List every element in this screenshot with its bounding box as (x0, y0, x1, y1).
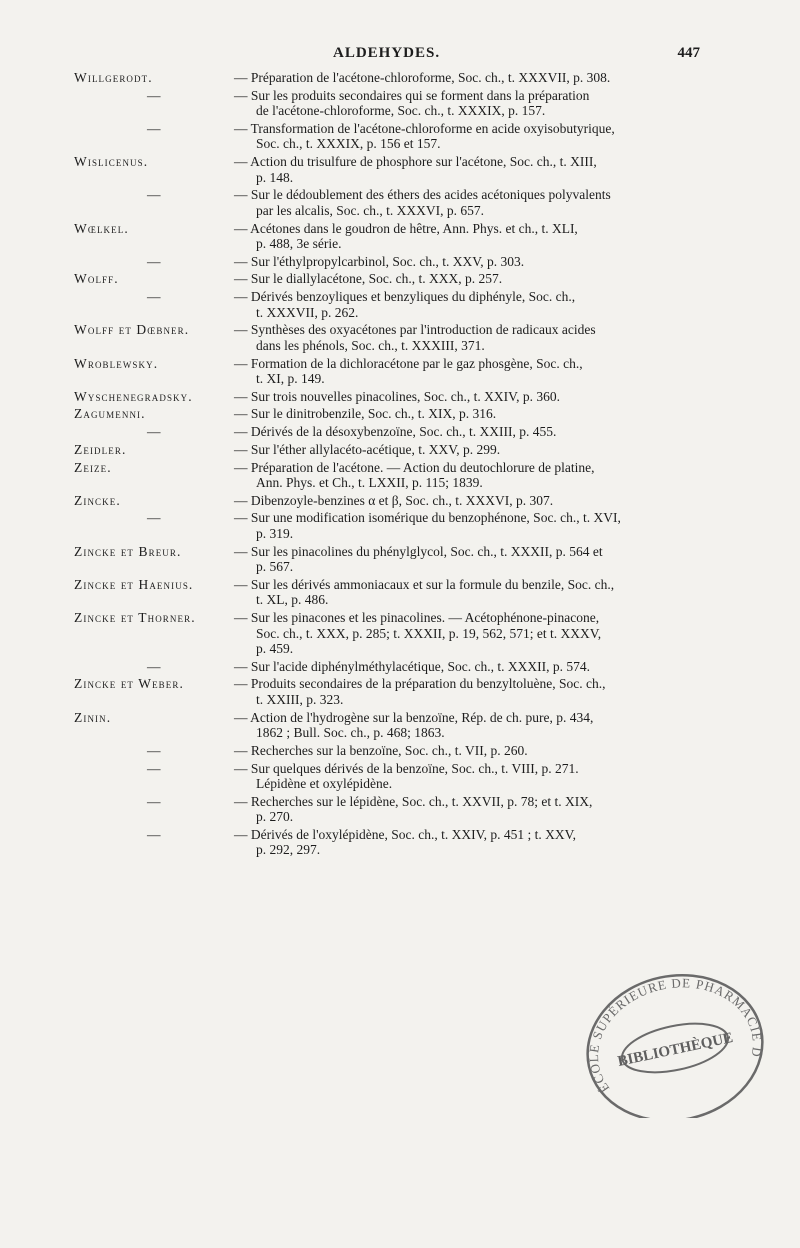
entry-reference (234, 356, 700, 387)
reference-line: — Formation de la dichloracétone par le gaz phosgène, Soc. ch., (234, 355, 583, 371)
entry-reference (234, 322, 700, 353)
reference-line: — Recherches sur la benzoïne, Soc. ch., t. VII, p. 260. (234, 742, 528, 758)
bibliography-entry (0, 710, 800, 741)
entry-author: Wolff. (74, 271, 119, 287)
reference-line: — Sur quelques dérivés de la benzoïne, Soc. ch., t. VIII, p. 271. (234, 760, 579, 776)
running-title: ALDEHYDES. (333, 45, 441, 61)
entry-reference (234, 70, 700, 86)
entry-author: Zeize. (74, 459, 112, 475)
entry-author: Zagumenni. (74, 406, 146, 422)
entry-author: — (147, 826, 162, 842)
bibliography-entry (0, 827, 800, 858)
bibliography-entry (0, 424, 800, 440)
reference-line: par les alcalis, Soc. ch., t. XXXVI, p. 657. (256, 202, 484, 218)
entry-reference (234, 544, 700, 575)
reference-line: p. 567. (256, 559, 294, 575)
entry-author: — (147, 87, 162, 103)
reference-line: — Action de l'hydrogène sur la benzoïne, Rép. de ch. pure, p. 434, (234, 709, 594, 725)
entry-author: — (147, 742, 162, 758)
reference-line: — Sur l'acide diphénylméthylacétique, Soc. ch., t. XXXII, p. 574. (234, 658, 590, 674)
reference-line: Ann. Phys. et Ch., t. LXXII, p. 115; 1839. (256, 475, 483, 490)
bibliography-entry (0, 510, 800, 541)
reference-line: — Sur l'éthylpropylcarbinol, Soc. ch., t. XXV, p. 303. (234, 253, 525, 269)
entry-reference (234, 577, 700, 608)
bibliography-entry (0, 154, 800, 185)
entry-reference (234, 676, 700, 707)
bibliography-entry (0, 254, 800, 270)
bibliography-entry (0, 271, 800, 287)
reference-line: — Sur les pinacones et les pinacolines. — Acétophénone-pinacone, (234, 610, 600, 625)
bibliography-entry (0, 460, 800, 491)
entry-reference (234, 710, 700, 741)
reference-line: p. 488, 3e série. (256, 236, 342, 251)
reference-line: — Préparation de l'acétone. — Action du deutochlorure de platine, (234, 459, 595, 475)
reference-line: — Produits secondaires de la préparation du benzyltoluène, Soc. ch., (234, 676, 606, 692)
reference-line: — Transformation de l'acétone-chloroforme en acide oxyisobutyrique, (234, 120, 615, 136)
bibliography-entry (0, 356, 800, 387)
bibliography-entry (0, 743, 800, 759)
reference-line: — Sur le dédoublement des éthers des acides acétoniques polyvalents (234, 187, 611, 203)
reference-line: Soc. ch., t. XXX, p. 285; t. XXXII, p. 19, 562, 571; et t. XXXV, (256, 625, 602, 641)
entry-author: — (147, 424, 162, 440)
reference-line: — Sur les dérivés ammoniacaux et sur la formule du benzile, Soc. ch., (234, 576, 615, 592)
reference-line: p. 292, 297. (256, 842, 321, 858)
stamp-center-text: BIBLIOTHÈQUE (616, 1029, 735, 1071)
reference-line: dans les phénols, Soc. ch., t. XXXIII, 371. (256, 337, 485, 353)
entry-author: Zincke et Weber. (74, 676, 184, 692)
reference-line: — Dérivés benzoyliques et benzyliques du diphényle, Soc. ch., (234, 289, 576, 305)
entry-reference (234, 493, 700, 509)
bibliography-entry (0, 322, 800, 353)
bibliography-entry (0, 406, 800, 422)
reference-line: p. 270. (256, 809, 294, 825)
stamp-ring-text: ÉCOLE SUPÉRIEURE DE PHARMACIE DE (585, 975, 765, 1096)
page-number: 447 (677, 45, 700, 61)
entry-author: — (147, 658, 162, 674)
entry-author: Wyschenegradsky. (74, 388, 193, 404)
entry-author: Zincke et Breur. (74, 543, 182, 559)
bibliography-entry (0, 389, 800, 405)
entry-author: Wœlkel. (74, 220, 129, 236)
reference-line: — Dérivés de l'oxylépidène, Soc. ch., t. XXIV, p. 451 ; t. XXV, (234, 826, 577, 842)
reference-line: — Sur les pinacolines du phénylglycol, Soc. ch., t. XXXII, p. 564 et (234, 543, 603, 559)
entry-reference (234, 389, 700, 405)
reference-line: — Sur le diallylacétone, Soc. ch., t. XXX, p. 257. (234, 271, 503, 287)
entry-reference (234, 460, 700, 491)
reference-line: — Sur une modification isomérique du benzophénone, Soc. ch., t. XVI, (234, 510, 621, 526)
reference-line: t. XXIII, p. 323. (256, 691, 344, 707)
reference-line: de l'acétone-chloroforme, Soc. ch., t. XXXIX, p. 157. (256, 103, 546, 119)
reference-line: — Sur le dinitrobenzile, Soc. ch., t. XIX, p. 316. (234, 406, 497, 422)
reference-line: t. XXXVII, p. 262. (256, 304, 359, 320)
reference-line: — Acétones dans le goudron de hêtre, Ann. Phys. et ch., t. XLI, (234, 220, 578, 236)
bibliography-entry (0, 676, 800, 707)
reference-line: — Préparation de l'acétone-chloroforme, Soc. ch., t. XXXVII, p. 308. (234, 70, 611, 85)
reference-line: — Action du trisulfure de phosphore sur l'acétone, Soc. ch., t. XIII, (234, 154, 597, 170)
entry-author: Willgerodt. (74, 70, 153, 85)
entry-author: — (147, 120, 162, 136)
entry-author: — (147, 510, 162, 526)
bibliography-entry (0, 121, 800, 152)
bibliography-entry (0, 88, 800, 119)
page-header (0, 45, 800, 69)
reference-line: p. 319. (256, 525, 294, 541)
reference-line: — Synthèses des oxyacétones par l'introduction de radicaux acides (234, 322, 596, 338)
entry-author: — (147, 253, 162, 269)
entry-author: — (147, 289, 162, 305)
entry-reference (234, 221, 700, 252)
reference-line: — Dérivés de la désoxybenzoïne, Soc. ch., t. XXIII, p. 455. (234, 424, 557, 440)
bibliography-entry (0, 577, 800, 608)
bibliography-entry (0, 70, 800, 86)
reference-line: — Recherches sur le lépidène, Soc. ch., t. XXVII, p. 78; et t. XIX, (234, 793, 593, 809)
bibliography-entry (0, 659, 800, 675)
bibliography-entry (0, 221, 800, 252)
reference-line: p. 459. (256, 641, 294, 656)
reference-line: — Sur les produits secondaires qui se forment dans la préparation (234, 87, 590, 103)
entry-author: Wroblewsky. (74, 355, 159, 371)
bibliography-entry (0, 544, 800, 575)
reference-line: t. XL, p. 486. (256, 592, 329, 608)
reference-line: p. 148. (256, 169, 294, 185)
bibliography-entry (0, 794, 800, 825)
entry-reference (234, 406, 700, 422)
entry-author: — (147, 760, 162, 776)
reference-line: Lépidène et oxylépidène. (256, 776, 393, 791)
entry-author: Wislicenus. (74, 154, 149, 170)
bibliography-entry (0, 289, 800, 320)
bibliography-entry (0, 493, 800, 509)
entry-author: — (147, 187, 162, 203)
bibliography-entry (0, 187, 800, 218)
bibliography-entry (0, 442, 800, 458)
entry-author: — (147, 793, 162, 809)
reference-line: 1862 ; Bull. Soc. ch., p. 468; 1863. (256, 725, 445, 741)
entry-author: Zincke. (74, 492, 121, 508)
entry-reference (234, 442, 700, 458)
bibliography-entry (0, 610, 800, 657)
entry-author: Wolff et Dœbner. (74, 322, 190, 338)
bibliography-entry (0, 761, 800, 792)
reference-line: — Dibenzoyle-benzines α et β, Soc. ch., t. XXXVI, p. 307. (234, 492, 554, 508)
entry-author: Zincke et Thorner. (74, 610, 196, 625)
entry-reference (234, 610, 700, 657)
entry-reference (234, 271, 700, 287)
reference-line: t. XI, p. 149. (256, 371, 325, 386)
reference-line: — Sur l'éther allylacéto-acétique, t. XXV, p. 299. (234, 441, 501, 457)
reference-line: Soc. ch., t. XXXIX, p. 156 et 157. (256, 136, 441, 152)
entry-reference (234, 154, 700, 185)
library-stamp (571, 966, 771, 1118)
entry-author: Zincke et Haenius. (74, 576, 194, 592)
entry-author: Zeidler. (74, 441, 127, 457)
entry-author: Zinin. (74, 709, 112, 725)
reference-line: — Sur trois nouvelles pinacolines, Soc. ch., t. XXIV, p. 360. (234, 388, 560, 404)
